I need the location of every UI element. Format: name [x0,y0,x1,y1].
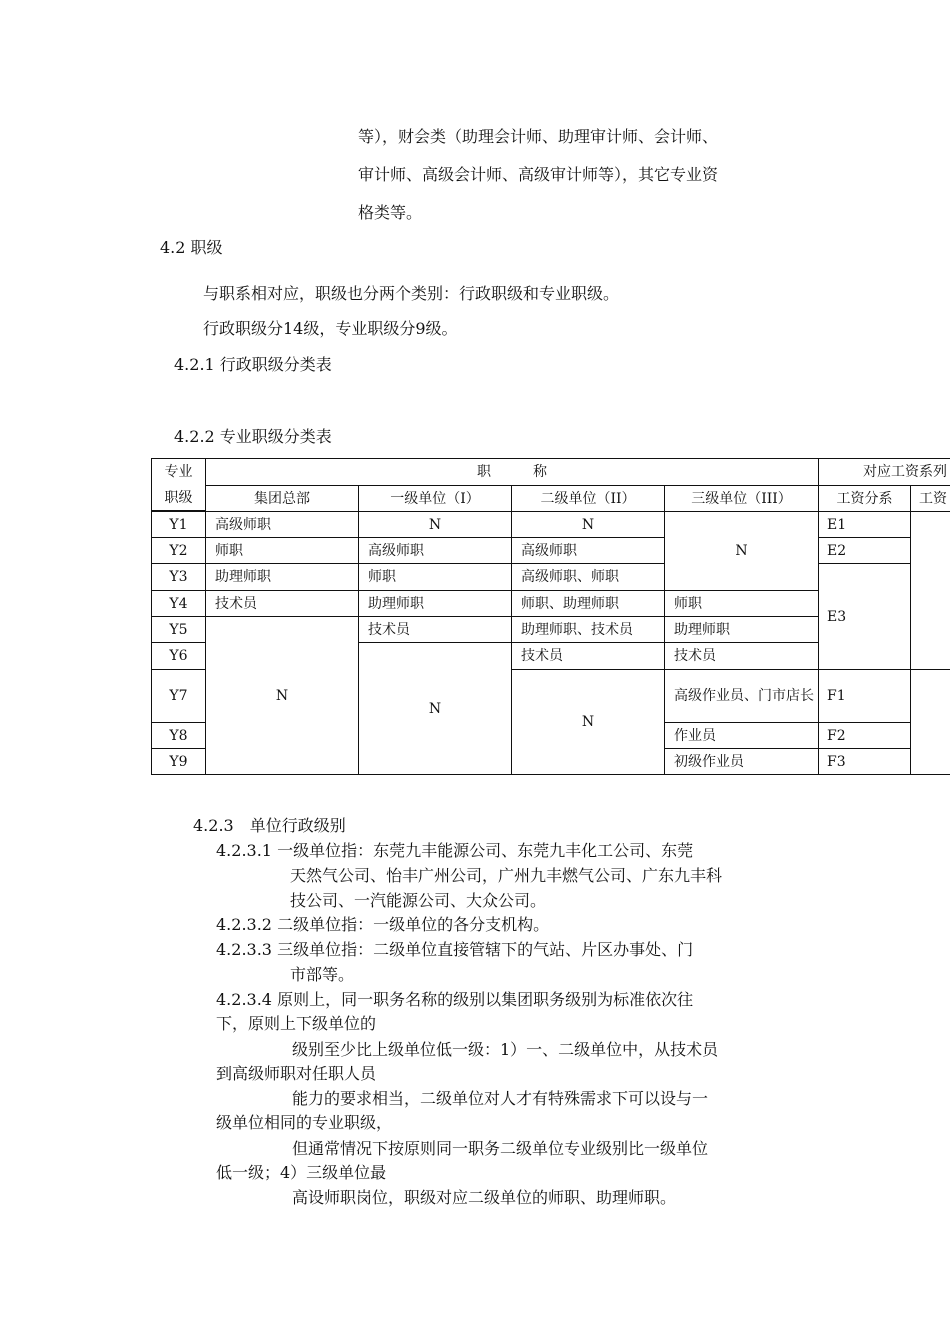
item-4-2-3-3-line-1: 4.2.3.3 三级单位指：二级单位直接管辖下的气站、片区办事处、门 [216,940,694,959]
item-4-2-3-4-line-7: 但通常情况下按原则同一职务二级单位专业级别比一级单位 [292,1139,709,1158]
header-col-salary: 工资 [910,485,950,512]
level1-y3: 师职 [358,563,512,591]
header-col-group-hq: 集团总部 [205,485,359,512]
level1-y4: 助理师职 [358,590,512,617]
intro-line-1: 等），财会类（助理会计师、助理审计师、会计师、 [358,127,719,146]
grade-y4: Y4 [151,590,206,617]
header-grade-line-1: 专业 [164,463,193,480]
salary-sub-f3: F3 [818,748,911,775]
section-4-2-paragraph-1: 与职系相对应，职级也分两个类别：行政职级和专业职级。 [203,284,620,303]
salary-sub-e3: E3 [818,563,911,670]
header-title: 职 称 [205,458,819,486]
level1-y5: 技术员 [358,616,512,643]
header-col-level-2: 二级单位（II） [511,485,665,512]
professional-grade-table [151,458,950,775]
grade-y9: Y9 [151,748,206,775]
header-grade [151,458,206,511]
item-4-2-3-4-line-9: 高设师职岗位，职级对应二级单位的师职、助理师职。 [292,1188,677,1207]
item-4-2-3-4-line-8: 低一级；4）三级单位最 [216,1163,387,1182]
hq-y3: 助理师职 [205,563,359,591]
hq-y2: 师职 [205,537,359,564]
item-4-2-3-4-line-4: 到高级师职对任职人员 [216,1064,377,1083]
level3-y5: 助理师职 [664,616,819,643]
intro-line-3: 格类等。 [358,203,423,222]
header-grade-line-2: 职级 [164,489,193,506]
salary-e-group [910,511,950,670]
item-4-2-3-4-line-6: 级单位相同的专业职级， [216,1113,393,1132]
level1-y2: 高级师职 [358,537,512,564]
header-col-level-3: 三级单位（III） [664,485,819,512]
level2-y1: N [511,511,665,538]
item-4-2-3-3-line-2: 市部等。 [290,965,355,984]
item-4-2-3-1-line-1: 4.2.3.1 一级单位指：东莞九丰能源公司、东莞九丰化工公司、东莞 [216,841,694,860]
level3-y9: 初级作业员 [664,748,819,775]
level2-y4: 师职、助理师职 [511,590,665,617]
item-4-2-3-1-line-3: 技公司、一汽能源公司、大众公司。 [290,891,547,910]
section-4-2-paragraph-2: 行政职级分14级，专业职级分9级。 [203,319,458,338]
grade-y2: Y2 [151,537,206,564]
salary-sub-e1: E1 [818,511,911,538]
level3-y1-y3: N [664,511,819,591]
grade-y8: Y8 [151,722,206,749]
grade-y1: Y1 [151,511,206,538]
salary-f-group [910,669,950,775]
level1-y6-y9: N [358,642,512,775]
item-4-2-3-4-line-5: 能力的要求相当，二级单位对人才有特殊需求下可以设与一 [292,1089,709,1108]
header-salary-series: 对应工资系列 [818,458,950,486]
hq-y5-y9: N [205,616,359,775]
level3-y8: 作业员 [664,722,819,749]
item-4-2-3-2: 4.2.3.2 二级单位指：一级单位的各分支机构。 [216,915,550,934]
item-4-2-3-4-line-2: 下，原则上下级单位的 [216,1014,377,1033]
item-4-2-3-4-line-3: 级别至少比上级单位低一级：1）一、二级单位中，从技术员 [292,1040,719,1059]
section-4-2-heading: 4.2 职级 [160,238,223,257]
salary-sub-e2: E2 [818,537,911,564]
hq-y4: 技术员 [205,590,359,617]
level2-y6: 技术员 [511,642,665,670]
item-4-2-3-1-line-2: 天然气公司、怡丰广州公司，广州九丰燃气公司、广东九丰科 [290,866,723,885]
salary-sub-f1: F1 [818,669,911,723]
grade-y7: Y7 [151,669,206,723]
header-col-salary-sub: 工资分系 [818,485,911,512]
level2-y5: 助理师职、技术员 [511,616,665,643]
level2-y3: 高级师职、师职 [511,563,665,591]
grade-y5: Y5 [151,616,206,643]
grade-y6: Y6 [151,642,206,670]
level3-y7: 高级作业员、门市店长 [664,669,819,723]
section-4-2-2-heading: 4.2.2 专业职级分类表 [174,427,332,446]
grade-y3: Y3 [151,563,206,591]
salary-sub-f2: F2 [818,722,911,749]
intro-line-2: 审计师、高级会计师、高级审计师等），其它专业资 [358,165,719,184]
header-col-level-1: 一级单位（I） [358,485,512,512]
level3-y4: 师职 [664,590,819,617]
level2-y7-y9: N [511,669,665,775]
level1-y1: N [358,511,512,538]
section-4-2-1-heading: 4.2.1 行政职级分类表 [174,355,332,374]
level3-y6: 技术员 [664,642,819,670]
item-4-2-3-4-line-1: 4.2.3.4 原则上，同一职务名称的级别以集团职务级别为标准依次往 [216,990,694,1009]
level2-y2: 高级师职 [511,537,665,564]
section-4-2-3-heading: 4.2.3 单位行政级别 [193,816,346,835]
hq-y1: 高级师职 [205,511,359,538]
